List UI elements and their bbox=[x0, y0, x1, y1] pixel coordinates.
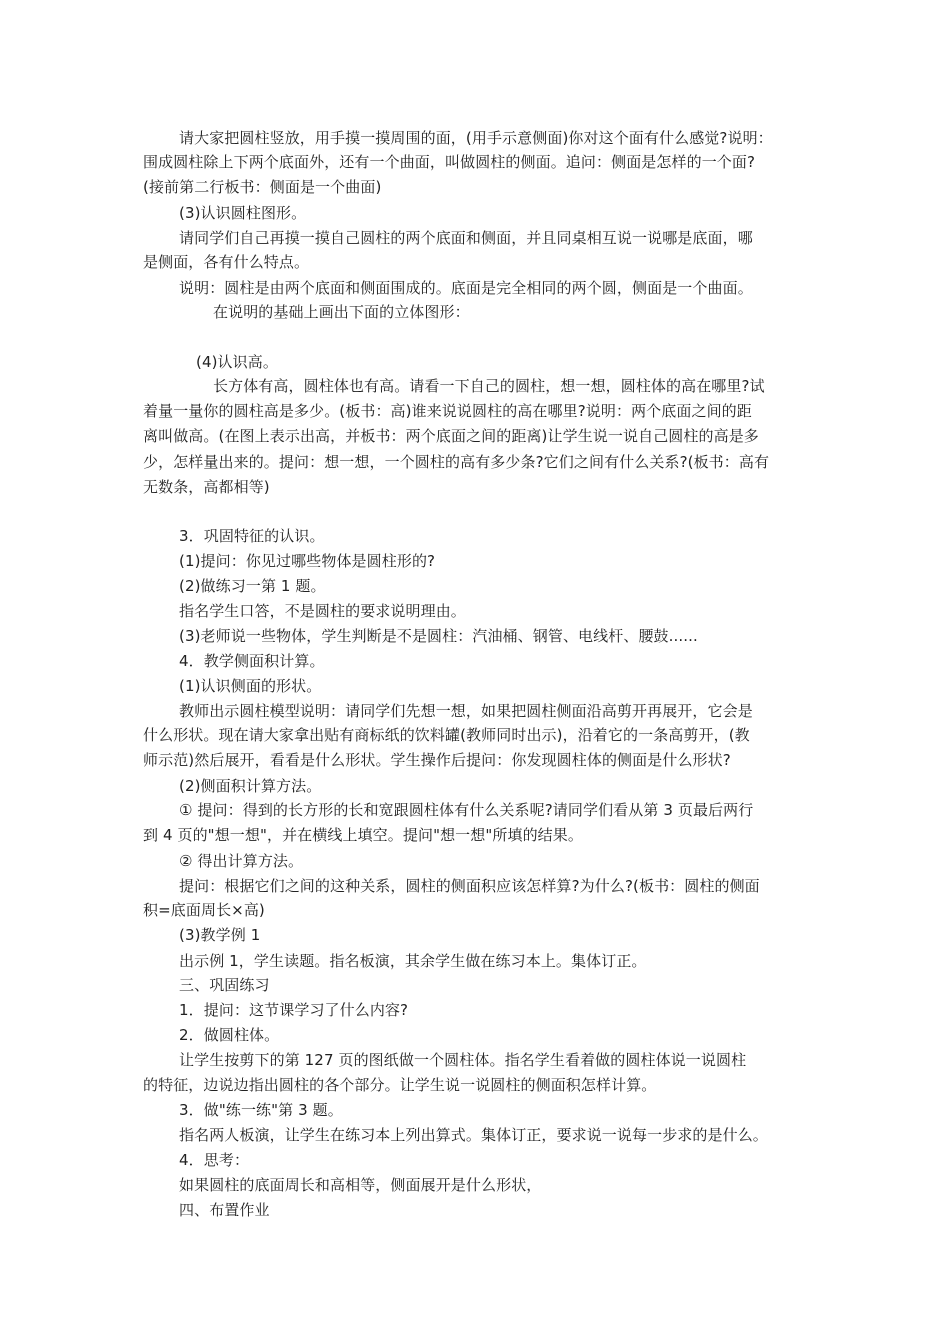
text-line: 着量一量你的圆柱高是多少。(板书：高)谁来说说圆柱的高在哪里?说明：两个底面之间的距 bbox=[143, 402, 752, 420]
text-line: 少，怎样量出来的。提问：想一想，一个圆柱的高有多少条?它们之间有什么关系?(板书：高有 bbox=[143, 453, 770, 471]
text-line: 四、布置作业 bbox=[179, 1201, 270, 1219]
text-line: 积=底面周长×高) bbox=[143, 901, 265, 919]
text-line: 3．做"练一练"第 3 题。 bbox=[179, 1101, 343, 1119]
text-line: (3)认识圆柱图形。 bbox=[179, 204, 307, 222]
text-line: 围成圆柱除上下两个底面外，还有一个曲面，叫做圆柱的侧面。追问：侧面是怎样的一个面? bbox=[143, 153, 756, 171]
text-line: 说明：圆柱是由两个底面和侧面围成的。底面是完全相同的两个圆，侧面是一个曲面。 bbox=[179, 279, 753, 297]
text-line: (2)做练习一第 1 题。 bbox=[179, 577, 326, 595]
text-line: 是侧面，各有什么特点。 bbox=[143, 253, 310, 271]
text-line: 师示范)然后展开，看看是什么形状。学生操作后提问：你发现圆柱体的侧面是什么形状? bbox=[143, 751, 731, 769]
text-line: 提问：根据它们之间的这种关系，圆柱的侧面积应该怎样算?为什么?(板书：圆柱的侧面 bbox=[179, 877, 760, 895]
text-line: (1)提问：你见过哪些物体是圆柱形的? bbox=[179, 552, 436, 570]
text-line: ① 提问：得到的长方形的长和宽跟圆柱体有什么关系呢?请同学们看从第 3 页最后两行 bbox=[179, 801, 754, 819]
text-line: (2)侧面积计算方法。 bbox=[179, 777, 322, 795]
text-line: 指名学生口答，不是圆柱的要求说明理由。 bbox=[179, 602, 466, 620]
text-line: 3．巩固特征的认识。 bbox=[179, 527, 325, 545]
text-line: 4．思考： bbox=[179, 1151, 250, 1169]
text-line: 如果圆柱的底面周长和高相等，侧面展开是什么形状， bbox=[179, 1176, 542, 1194]
text-line: (3)老师说一些物体，学生判断是不是圆柱：汽油桶、钢管、电线杆、腰鼓...... bbox=[179, 627, 698, 645]
text-line: 长方体有高，圆柱体也有高。请看一下自己的圆柱，想一想，圆柱体的高在哪里?试 bbox=[213, 377, 765, 395]
text-line: 请同学们自己再摸一摸自己圆柱的两个底面和侧面，并且同桌相互说一说哪是底面，哪 bbox=[179, 229, 753, 247]
text-line: 到 4 页的"想一想"，并在横线上填空。提问"想一想"所填的结果。 bbox=[143, 826, 583, 844]
text-line: 4．教学侧面积计算。 bbox=[179, 652, 325, 670]
text-line: 无数条，高都相等) bbox=[143, 478, 270, 496]
text-line: 的特征，边说边指出圆柱的各个部分。让学生说一说圆柱的侧面积怎样计算。 bbox=[143, 1076, 657, 1094]
text-line: 指名两人板演，让学生在练习本上列出算式。集体订正，要求说一说每一步求的是什么。 bbox=[179, 1126, 768, 1144]
text-line: 1．提问：这节课学习了什么内容? bbox=[179, 1001, 409, 1019]
text-line: 三、巩固练习 bbox=[179, 976, 270, 994]
text-line: 教师出示圆柱模型说明：请同学们先想一想，如果把圆柱侧面沿高剪开再展开，它会是 bbox=[179, 702, 753, 720]
text-line: 让学生按剪下的第 127 页的图纸做一个圆柱体。指名学生看着做的圆柱体说一说圆柱 bbox=[179, 1051, 747, 1069]
text-line: 什么形状。现在请大家拿出贴有商标纸的饮料罐(教师同时出示)，沿着它的一条高剪开，(教 bbox=[143, 726, 750, 744]
text-line: (4)认识高。 bbox=[196, 353, 278, 371]
text-line: 在说明的基础上画出下面的立体图形： bbox=[213, 303, 470, 321]
text-line: 请大家把圆柱竖放，用手摸一摸周围的面，(用手示意侧面)你对这个面有什么感觉?说明： bbox=[179, 129, 773, 147]
text-line: ② 得出计算方法。 bbox=[179, 852, 304, 870]
text-line: 2．做圆柱体。 bbox=[179, 1026, 280, 1044]
text-line: (接前第二行板书：侧面是一个曲面) bbox=[143, 178, 382, 196]
text-line: 出示例 1，学生读题。指名板演，其余学生做在练习本上。集体订正。 bbox=[179, 952, 647, 970]
text-line: 离叫做高。(在图上表示出高，并板书：两个底面之间的距离)让学生说一说自己圆柱的高是多 bbox=[143, 427, 759, 445]
text-line: (3)教学例 1 bbox=[179, 926, 261, 944]
text-line: (1)认识侧面的形状。 bbox=[179, 677, 322, 695]
